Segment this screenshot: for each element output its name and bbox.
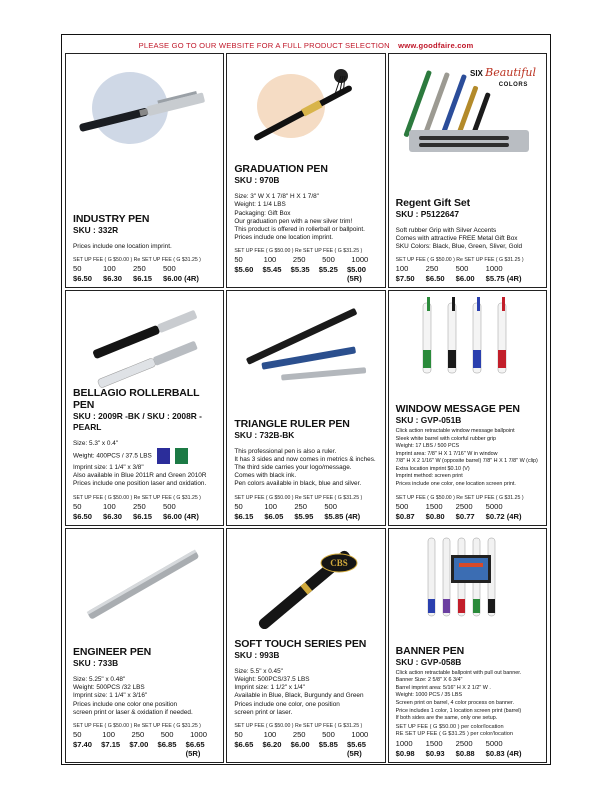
blue-swatch xyxy=(157,448,170,464)
qty: 1500 xyxy=(425,738,443,748)
bellagio-pen-image xyxy=(70,295,220,391)
qty: 1000 xyxy=(190,729,207,739)
product-name: ENGINEER PEN xyxy=(73,645,152,658)
qty: 250 xyxy=(133,501,146,511)
qty: 500 xyxy=(163,501,176,511)
product-info xyxy=(234,418,380,521)
desc-line: The third side carries your logo/message. xyxy=(234,464,352,472)
desc-line: Weight: 17 LBS / 500 PCS xyxy=(395,443,460,450)
qty: 50 xyxy=(73,264,82,274)
quantity-row xyxy=(73,502,219,511)
qty: 100 xyxy=(103,264,116,274)
qty: 2500 xyxy=(455,738,473,748)
qty: 250 xyxy=(131,729,145,739)
product-card-regent-gift-set[interactable] xyxy=(388,53,547,288)
qty: 500 xyxy=(324,501,337,511)
desc-line: Size: 5.3" x 0.4" xyxy=(73,439,119,447)
qty: 250 xyxy=(292,255,306,265)
price: $5.25 xyxy=(318,265,338,275)
banner-pen-image xyxy=(393,533,543,629)
setup-fee: SET UP FEE ( G $50.00 ) Re SET UP FEE ( G $31.25 ) xyxy=(234,248,363,255)
price: $0.88 xyxy=(455,748,475,758)
product-name: INDUSTRY PEN xyxy=(73,213,150,226)
quantity-row xyxy=(234,730,380,739)
product-name: BELLAGIO ROLLERBALL PEN xyxy=(73,386,200,411)
setup-fee: SET UP FEE ( G $50.00 ) Re SET UP FEE ( G $31.25 ) xyxy=(234,722,363,729)
product-card-soft-touch-pen[interactable] xyxy=(226,528,385,763)
window-message-pen-image xyxy=(393,295,543,391)
cbs-logo-text: CBS xyxy=(330,557,349,568)
price: $6.30 xyxy=(103,511,123,521)
price-row xyxy=(396,274,542,283)
price: $7.00 xyxy=(129,739,149,749)
desc-line: Also available in Blue 2011R and Green 2010R xyxy=(73,472,207,480)
engineer-pen-image xyxy=(70,533,220,629)
qty: 100 xyxy=(264,501,277,511)
product-sku: SKU : GVP-051B xyxy=(395,414,462,425)
desc-line: Pen colors available in black, blue and silver. xyxy=(234,480,362,488)
quantity-row xyxy=(396,264,542,273)
qty: 500 xyxy=(395,501,409,511)
qty: 50 xyxy=(73,729,82,739)
desc-line: Prices include one location imprint. xyxy=(73,243,172,251)
header-banner xyxy=(62,41,550,50)
product-name: WINDOW MESSAGE PEN xyxy=(395,402,520,415)
desc-line: screen print or laser. xyxy=(234,708,293,716)
desc-line: Soft rubber Grip with Silver Accents xyxy=(395,226,497,234)
qty: 250 xyxy=(292,729,306,739)
desc-line: If both sides are the same, only one setup. xyxy=(395,715,498,722)
desc-line: Size: 3" W X 1 7/8" H X 1 7/8" xyxy=(234,193,319,201)
graduation-pen-image xyxy=(231,58,381,154)
desc-line: Imprint method: screen print xyxy=(395,473,463,480)
setup-fee: SET UP FEE ( G $50.00 ) Re SET UP FEE ( G $31.25 ) xyxy=(395,494,524,501)
product-name: GRADUATION PEN xyxy=(234,163,328,176)
product-card-banner-pen[interactable] xyxy=(388,528,547,763)
price: $7.15 xyxy=(101,739,121,749)
price-row xyxy=(73,512,219,521)
price: $0.80 xyxy=(425,511,445,521)
product-description xyxy=(396,428,542,489)
price-row xyxy=(234,740,380,758)
quantity-row xyxy=(396,739,542,748)
setup-fee: SET UP FEE ( G $50.00 ) Re SET UP FEE ( G $31.25 ) xyxy=(395,257,524,264)
product-card-bellagio-pen[interactable] xyxy=(65,290,224,525)
qty: 5000 xyxy=(485,501,503,511)
product-sku: SKU : 732B-BK xyxy=(234,429,295,440)
price: $5.95 xyxy=(294,511,314,521)
qty: 500 xyxy=(322,255,335,265)
product-sku: SKU : 2009R -BK / SKU : 2008R -PEARL xyxy=(73,410,202,432)
setup-fee: SET UP FEE ( G $50.00 ) Re SET UP FEE ( G $31.25 ) xyxy=(73,494,201,501)
desc-line: Weight: 1 1/4 LBS xyxy=(234,201,286,209)
product-card-graduation-pen[interactable] xyxy=(226,53,385,288)
industry-pen-image xyxy=(70,58,220,154)
soft-touch-pen-image xyxy=(231,533,381,629)
desc-line: Prices include one color one position xyxy=(73,700,178,708)
desc-line: Click action retractable ballpoint with pull out banner. xyxy=(395,669,522,676)
desc-line: Barrel imprint area: 5/16" H X 2 1/2" W . xyxy=(395,684,491,691)
qty: 100 xyxy=(395,264,409,274)
price: $0.98 xyxy=(395,748,415,758)
price: $6.30 xyxy=(103,274,123,284)
product-info xyxy=(234,638,380,758)
setup-fee: SET UP FEE ( G $50.00 ) Re SET UP FEE ( G $31.25 ) xyxy=(73,257,201,264)
product-name: BANNER PEN xyxy=(395,644,465,657)
price: $6.15 xyxy=(133,274,153,284)
product-description xyxy=(396,670,542,723)
product-sku: SKU : 993B xyxy=(234,649,280,660)
price: $0.87 xyxy=(395,511,415,521)
price: $0.93 xyxy=(425,748,445,758)
setup-fee: SET UP FEE ( G $50.00 ) Re SET UP FEE ( G $31.25 ) xyxy=(234,494,363,501)
setup-fee: SET UP FEE ( G $50.00 ) Re SET UP FEE ( G $31.25 ) xyxy=(73,722,201,729)
qty: 50 xyxy=(234,255,243,265)
desc-line: Imprint size: 1 1/4" x 3/16" xyxy=(73,692,148,700)
qty: 100 xyxy=(103,501,116,511)
page-frame xyxy=(61,34,551,765)
price: $5.35 xyxy=(290,265,310,275)
price: $6.15 xyxy=(133,511,153,521)
qty: 100 xyxy=(263,729,277,739)
desc-line: Available in Blue, Black, Burgundy and Green xyxy=(234,692,364,700)
product-description xyxy=(234,193,380,242)
qty: 50 xyxy=(234,729,243,739)
price-row xyxy=(396,749,542,758)
price: $0.77 xyxy=(455,511,475,521)
desc-line: Extra location imprint $0.10 (V) xyxy=(395,465,470,472)
price: $6.85 xyxy=(157,739,177,749)
qty: 100 xyxy=(102,729,115,739)
product-sku: SKU : 733B xyxy=(73,657,119,668)
product-description xyxy=(73,243,219,251)
qty: 50 xyxy=(73,501,82,511)
desc-line: It has 3 sides and now comes in metrics & inches. xyxy=(234,455,376,463)
product-description xyxy=(234,668,380,717)
desc-line: Weight: 500PCS/37.5 LBS xyxy=(234,675,310,683)
qty: 250 xyxy=(294,501,307,511)
desc-line: Prices include one position laser and oxidation. xyxy=(73,480,207,488)
qty: 1000 xyxy=(351,255,369,265)
desc-line: SKU Colors: Black, Blue, Green, Sliver, Gold xyxy=(395,243,523,251)
product-sku: SKU : 970B xyxy=(234,175,280,186)
price: $6.50 xyxy=(425,274,445,284)
desc-line: Our graduation pen with a new silver trim! xyxy=(234,217,353,225)
quantity-row xyxy=(73,730,219,739)
product-name: TRIANGLE RULER PEN xyxy=(234,417,350,430)
quantity-row xyxy=(234,502,380,511)
qty: 500 xyxy=(163,264,176,274)
product-card-industry-pen[interactable] xyxy=(65,53,224,288)
desc-line: Weight: 400PCS / 37.5 LBS xyxy=(73,448,219,464)
product-description xyxy=(234,448,380,489)
desc-line: Imprint size: 1 1/4" x 3/8" xyxy=(73,464,144,472)
product-card-triangle-ruler-pen[interactable] xyxy=(226,290,385,525)
price: $7.50 xyxy=(395,274,415,284)
price: $6.65 (5R) xyxy=(185,739,205,758)
desc-line: Weight: 500PCS /32 LBS xyxy=(73,684,145,692)
product-description xyxy=(73,676,219,717)
desc-line: 7/8" H X 2 1/16" W (opposite barrel) 7/8" H X 1 7/8" W (clip) xyxy=(395,458,538,465)
product-description xyxy=(396,227,542,252)
price: $6.00 (4R) xyxy=(163,511,199,521)
desc-line: Banner Size: 2 5/8" X 6 3/4" xyxy=(395,677,463,684)
desc-line: Size: 5.5" x 0.45" xyxy=(234,667,283,675)
product-info xyxy=(396,197,542,284)
qty: 5000 xyxy=(485,738,503,748)
qty: 250 xyxy=(133,264,146,274)
quantity-row xyxy=(234,255,380,264)
product-info xyxy=(396,403,542,521)
desc-line: Size: 5.25" x 0.48" xyxy=(73,675,126,683)
price-row xyxy=(234,265,380,283)
desc-line: Screen print on barrel, 4 color process on banner. xyxy=(395,700,515,707)
price: $6.50 xyxy=(73,511,93,521)
qty: 1000 xyxy=(395,738,413,748)
product-sku: SKU : P5122647 xyxy=(395,208,459,219)
quantity-row xyxy=(73,264,219,273)
price: $6.20 xyxy=(262,739,282,749)
header-text: PLEASE GO TO OUR WEBSITE FOR A FULL PRODUCT SELECTION xyxy=(138,41,390,50)
desc-line: Prices include one color, one position xyxy=(234,700,340,708)
product-card-engineer-pen[interactable] xyxy=(65,528,224,763)
product-sku: SKU : GVP-058B xyxy=(395,656,462,667)
price: $5.60 xyxy=(234,265,254,275)
product-info xyxy=(73,387,219,521)
qty: 500 xyxy=(455,264,469,274)
desc-line: Prices include one color, one location screen print. xyxy=(395,481,516,488)
price: $5.00 (5R) xyxy=(346,265,366,284)
price-row xyxy=(396,512,542,521)
price: $0.72 (4R) xyxy=(485,511,522,521)
price: $6.50 xyxy=(73,274,93,284)
desc-line: Imprint area: 7/8" H X 1 7/16" W in window xyxy=(395,450,498,457)
desc-line: This professional pen is also a ruler. xyxy=(234,447,337,455)
price: $5.85 xyxy=(318,739,338,749)
qty: 100 xyxy=(263,255,277,265)
qty: 500 xyxy=(160,729,174,739)
price: $6.05 xyxy=(264,511,284,521)
desc-line: Click action retractable window message ballpoint xyxy=(395,427,515,434)
desc-line: This product is offered in rollerball or ballpoint. xyxy=(234,225,365,233)
product-sku: SKU : 332R xyxy=(73,225,119,236)
desc-line: Comes with black ink. xyxy=(234,472,297,480)
desc-line: Prices include one location imprint. xyxy=(234,234,334,242)
qty: 250 xyxy=(425,264,439,274)
price: $6.00 (4R) xyxy=(163,274,199,284)
price: $5.75 (4R) xyxy=(485,274,522,284)
desc-line: Price includes 1 color, 1 location screen print (barrel) xyxy=(395,707,522,714)
product-name: Regent Gift Set xyxy=(395,196,470,209)
product-info xyxy=(396,645,542,758)
desc-line: Packaging: Gift Box xyxy=(234,209,291,217)
price: $7.40 xyxy=(73,739,93,749)
price-row xyxy=(73,740,219,758)
product-grid xyxy=(65,53,547,763)
qty: 2500 xyxy=(455,501,473,511)
price: $6.00 xyxy=(290,739,310,749)
product-card-window-message-pen[interactable] xyxy=(388,290,547,525)
product-info xyxy=(73,213,219,283)
product-description xyxy=(73,440,219,489)
desc-line: Sleek white barrel with colorful rubber grip xyxy=(395,435,497,442)
qty: 1000 xyxy=(351,729,369,739)
desc-line: Comes with attractive FREE Metal Gift Box xyxy=(395,234,518,242)
qty: 1500 xyxy=(425,501,443,511)
green-swatch xyxy=(175,448,188,464)
desc-line: Weight: 1000 PCS / 35 LBS xyxy=(395,692,463,699)
price: $0.83 (4R) xyxy=(485,748,522,758)
price: $5.85 (4R) xyxy=(324,511,361,521)
price: $5.45 xyxy=(262,265,282,275)
qty: 500 xyxy=(322,729,335,739)
colors-badge-text: COLORS xyxy=(498,82,528,88)
qty: 1000 xyxy=(485,264,503,274)
triangle-ruler-pen-image xyxy=(231,295,381,391)
price: $5.65 (5R) xyxy=(346,739,366,758)
price-row xyxy=(73,274,219,283)
product-info xyxy=(234,163,380,283)
six-colors-badge: SIX Beautiful xyxy=(469,66,536,79)
price: $6.65 xyxy=(234,739,254,749)
qty: 50 xyxy=(234,501,243,511)
desc-line: screen print or laser & oxidation if needed. xyxy=(73,708,193,716)
price: $6.00 xyxy=(455,274,475,284)
price: $6.15 xyxy=(234,511,254,521)
website-link[interactable]: www.goodfaire.com xyxy=(398,41,474,50)
product-name: SOFT TOUCH SERIES PEN xyxy=(234,637,367,650)
product-info xyxy=(73,646,219,758)
desc-line: Imprint size: 1 1/2" x 1/4" xyxy=(234,684,305,692)
price-row xyxy=(234,512,380,521)
setup-fee: SET UP FEE ( G $50.00 ) per color/location RE SET UP FEE ( G $31.25 ) per color/location xyxy=(395,723,513,738)
quantity-row xyxy=(396,502,542,511)
